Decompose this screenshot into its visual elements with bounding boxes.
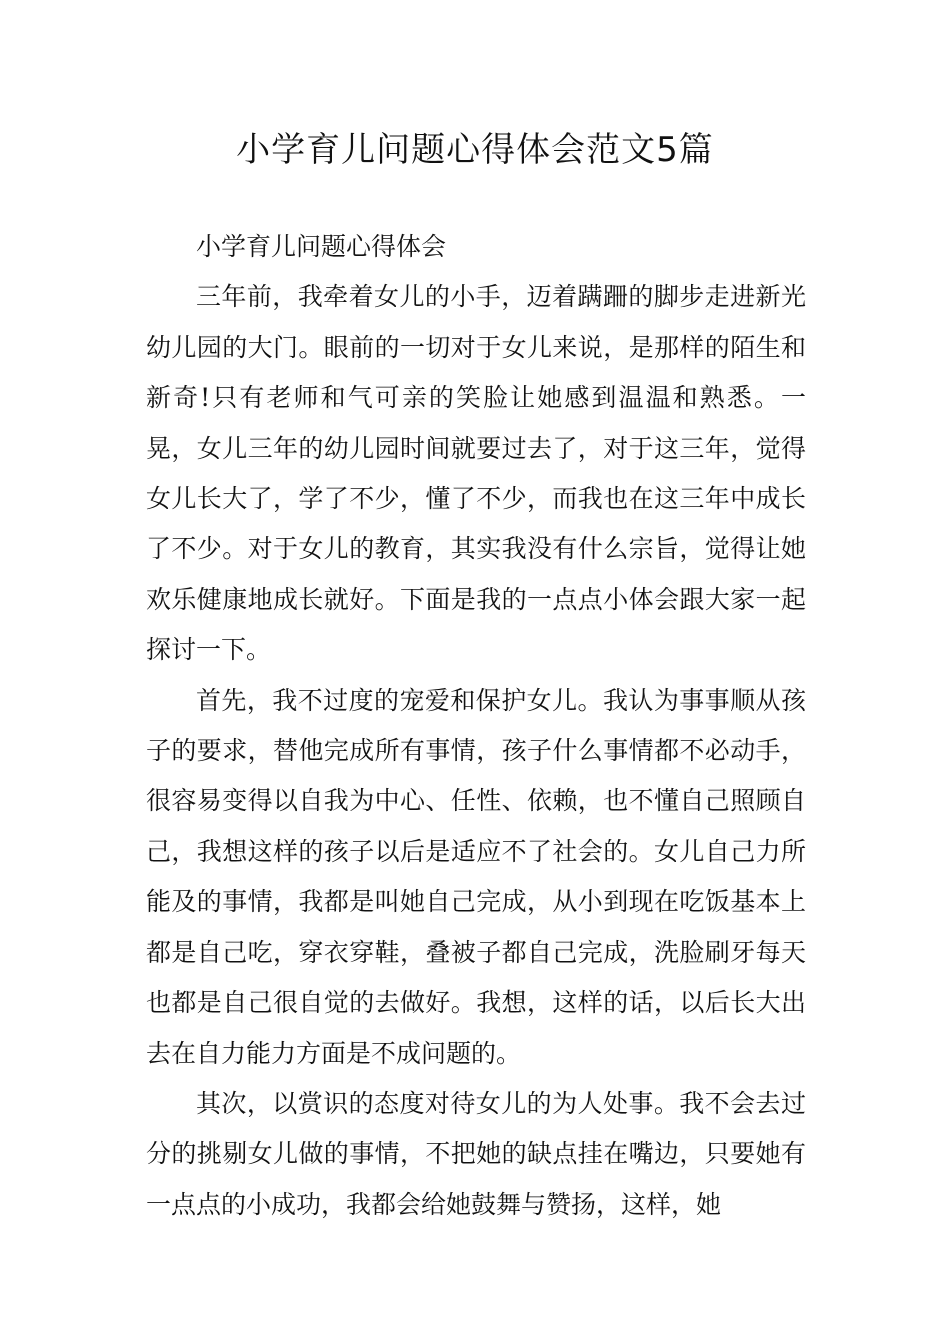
paragraph-1: 三年前，我牵着女儿的小手，迈着蹒跚的脚步走进新光幼儿园的大门。眼前的一切对于女儿来说，是那样的陌生和新奇!只有老师和气可亲的笑脸让她感到温温和熟悉。一晃，女儿三年的幼儿园时间就要过去了，对于这三年，觉得女儿长大了，学了不少，懂了不少，而我也在这三年中成长了不少。对于女儿的教育，其实我没有什么宗旨，觉得让她欢乐健康地成长就好。下面是我的一点点小体会跟大家一起探讨一下。 [146, 282, 806, 665]
document-body [146, 222, 806, 1230]
paragraph-2: 首先，我不过度的宠爱和保护女儿。我认为事事顺从孩子的要求，替他完成所有事情，孩子什么事情都不必动手，很容易变得以自我为中心、任性、依赖，也不懂自己照顾自己，我想这样的孩子以后是适应不了社会的。女儿自己力所能及的事情，我都是叫她自己完成，从小到现在吃饭基本上都是自己吃，穿衣穿鞋，叠被子都自己完成，洗脸刷牙每天也都是自己很自觉的去做好。我想，这样的话，以后长大出去在自力能力方面是不成问题的。 [146, 685, 806, 1068]
document-title: 小学育儿问题心得体会范文5篇 [236, 130, 714, 170]
section-subheading: 小学育儿问题心得体会 [196, 232, 447, 261]
paragraph-3: 其次，以赏识的态度对待女儿的为人处事。我不会去过分的挑剔女儿做的事情，不把她的缺点挂在嘴边，只要她有一点点的小成功，我都会给她鼓舞与赞扬，这样，她 [146, 1088, 806, 1219]
